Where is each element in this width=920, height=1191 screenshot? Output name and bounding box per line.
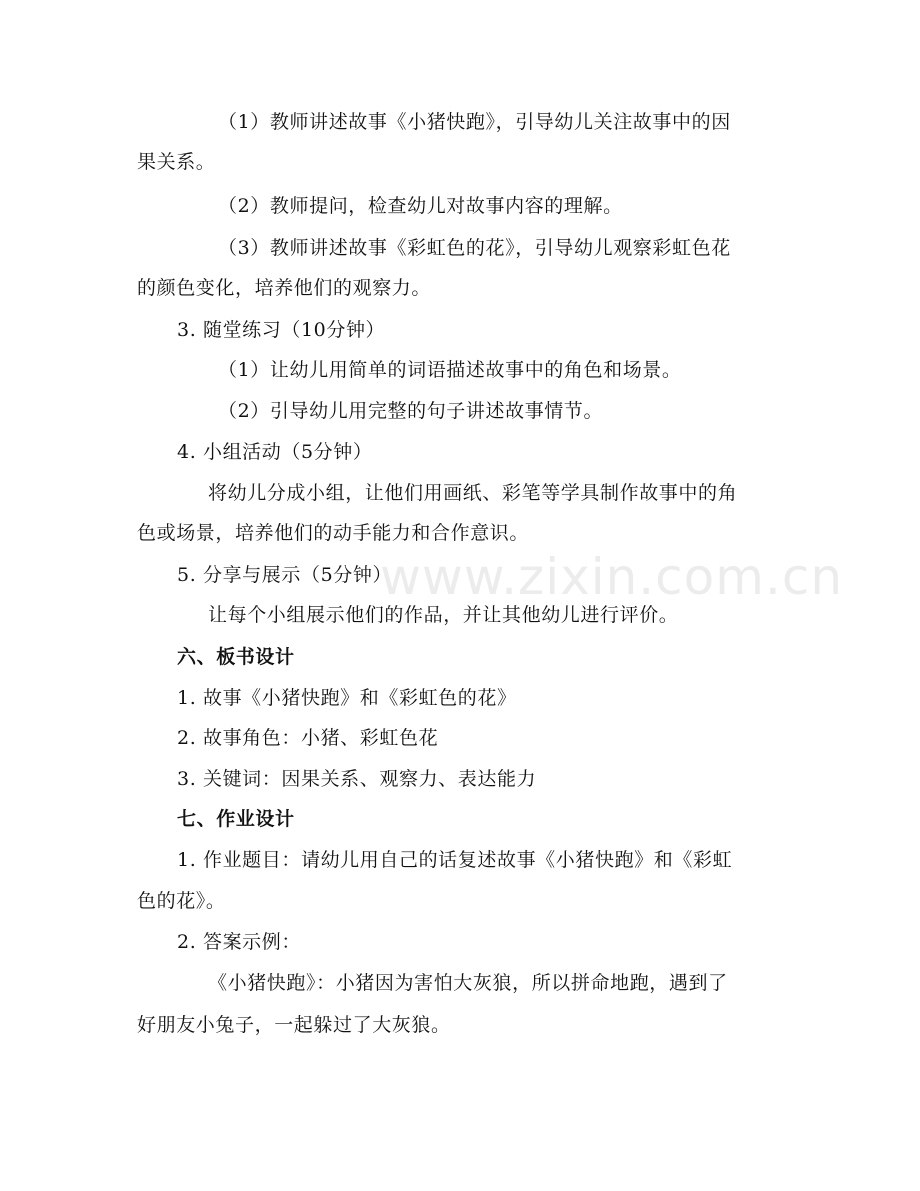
paragraph-line: （1）教师讲述故事《小猪快跑》，引导幼儿关注故事中的因 [218, 111, 731, 133]
paragraph-line: 的颜色变化，培养他们的观察力。 [137, 277, 432, 299]
paragraph-line: （2）教师提问，检查幼儿对故事内容的理解。 [218, 195, 623, 217]
numbered-item: 1. 故事《小猪快跑》和《彩虹色的花》 [177, 687, 517, 709]
paragraph-line: 将幼儿分成小组，让他们用画纸、彩笔等学具制作故事中的角 [208, 482, 738, 504]
numbered-item: 3. 随堂练习（10分钟） [177, 319, 386, 341]
section-heading: 六、板书设计 [177, 646, 295, 668]
paragraph-line: 色的花》。 [137, 890, 226, 912]
numbered-item: 2. 答案示例： [177, 931, 301, 953]
numbered-item: 2. 故事角色：小猪、彩虹色花 [177, 727, 439, 749]
numbered-item: 4. 小组活动（5分钟） [177, 441, 373, 463]
watermark: www.zixin.com.cn [380, 548, 844, 606]
paragraph-line: 果关系。 [137, 151, 216, 173]
numbered-item: 3. 关键词：因果关系、观察力、表达能力 [177, 768, 537, 790]
numbered-item: 5. 分享与展示（5分钟） [177, 564, 393, 586]
section-heading: 七、作业设计 [177, 808, 295, 830]
paragraph-line: 色或场景，培养他们的动手能力和合作意识。 [137, 522, 530, 544]
paragraph-line: 让每个小组展示他们的作品，并让其他幼儿进行评价。 [208, 604, 679, 626]
paragraph-line: （1）让幼儿用简单的词语描述故事中的角色和场景。 [218, 359, 682, 381]
paragraph-line: 好朋友小兔子，一起躲过了大灰狼。 [137, 1014, 451, 1036]
paragraph-line: （3）教师讲述故事《彩虹色的花》，引导幼儿观察彩虹色花 [218, 237, 731, 259]
paragraph-line: （2）引导幼儿用完整的句子讲述故事情节。 [218, 400, 604, 422]
numbered-item: 1. 作业题目：请幼儿用自己的话复述故事《小猪快跑》和《彩虹 [177, 849, 733, 871]
paragraph-line: 《小猪快跑》：小猪因为害怕大灰狼，所以拼命地跑，遇到了 [208, 972, 728, 994]
